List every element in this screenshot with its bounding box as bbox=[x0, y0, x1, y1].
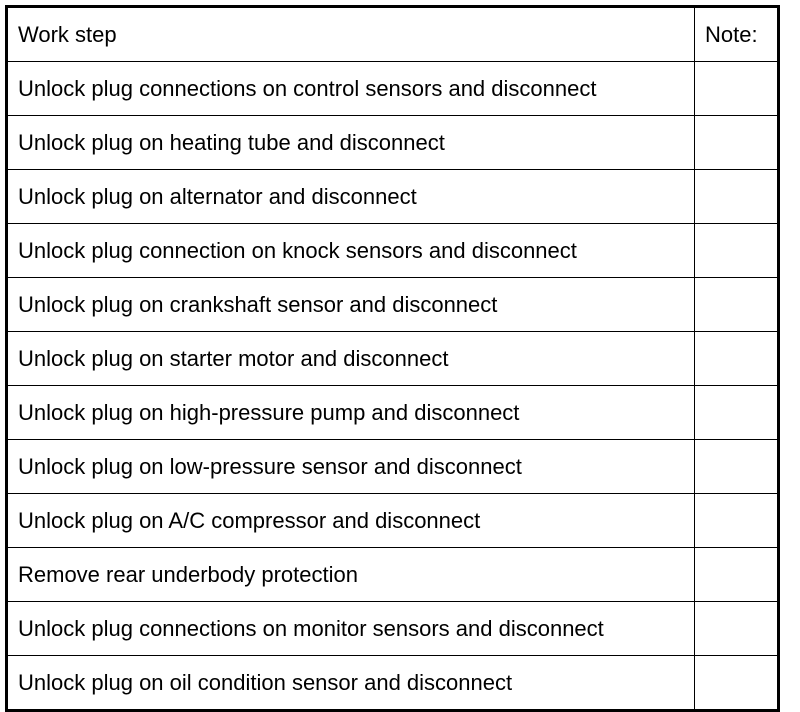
work-step-cell: Unlock plug connections on control sensors and disconnect bbox=[7, 62, 695, 116]
table-row bbox=[7, 386, 779, 440]
note-cell bbox=[695, 386, 779, 440]
table-row bbox=[7, 494, 779, 548]
note-cell bbox=[695, 332, 779, 386]
table-row bbox=[7, 602, 779, 656]
note-cell bbox=[695, 656, 779, 711]
note-cell bbox=[695, 440, 779, 494]
work-steps-table bbox=[5, 5, 780, 712]
table-row bbox=[7, 332, 779, 386]
work-step-cell: Remove rear underbody protection bbox=[7, 548, 695, 602]
work-step-cell: Unlock plug connection on knock sensors and disconnect bbox=[7, 224, 695, 278]
work-step-cell: Unlock plug connections on monitor sensors and disconnect bbox=[7, 602, 695, 656]
work-step-header: Work step bbox=[7, 7, 695, 62]
work-step-cell: Unlock plug on heating tube and disconnect bbox=[7, 116, 695, 170]
work-step-cell: Unlock plug on crankshaft sensor and disconnect bbox=[7, 278, 695, 332]
note-cell bbox=[695, 170, 779, 224]
note-cell bbox=[695, 278, 779, 332]
table-row bbox=[7, 440, 779, 494]
work-step-cell: Unlock plug on alternator and disconnect bbox=[7, 170, 695, 224]
note-cell bbox=[695, 548, 779, 602]
note-cell bbox=[695, 224, 779, 278]
table-row bbox=[7, 224, 779, 278]
note-cell bbox=[695, 494, 779, 548]
work-step-cell: Unlock plug on A/C compressor and disconnect bbox=[7, 494, 695, 548]
work-step-cell: Unlock plug on oil condition sensor and disconnect bbox=[7, 656, 695, 711]
table-row bbox=[7, 62, 779, 116]
work-step-cell: Unlock plug on starter motor and disconnect bbox=[7, 332, 695, 386]
note-cell bbox=[695, 602, 779, 656]
table-header-row bbox=[7, 7, 779, 62]
table-row bbox=[7, 116, 779, 170]
note-cell bbox=[695, 62, 779, 116]
table-row bbox=[7, 548, 779, 602]
note-header: Note: bbox=[695, 7, 779, 62]
table-row bbox=[7, 656, 779, 711]
work-step-cell: Unlock plug on low-pressure sensor and disconnect bbox=[7, 440, 695, 494]
note-cell bbox=[695, 116, 779, 170]
table-row bbox=[7, 170, 779, 224]
work-step-cell: Unlock plug on high-pressure pump and disconnect bbox=[7, 386, 695, 440]
table-row bbox=[7, 278, 779, 332]
